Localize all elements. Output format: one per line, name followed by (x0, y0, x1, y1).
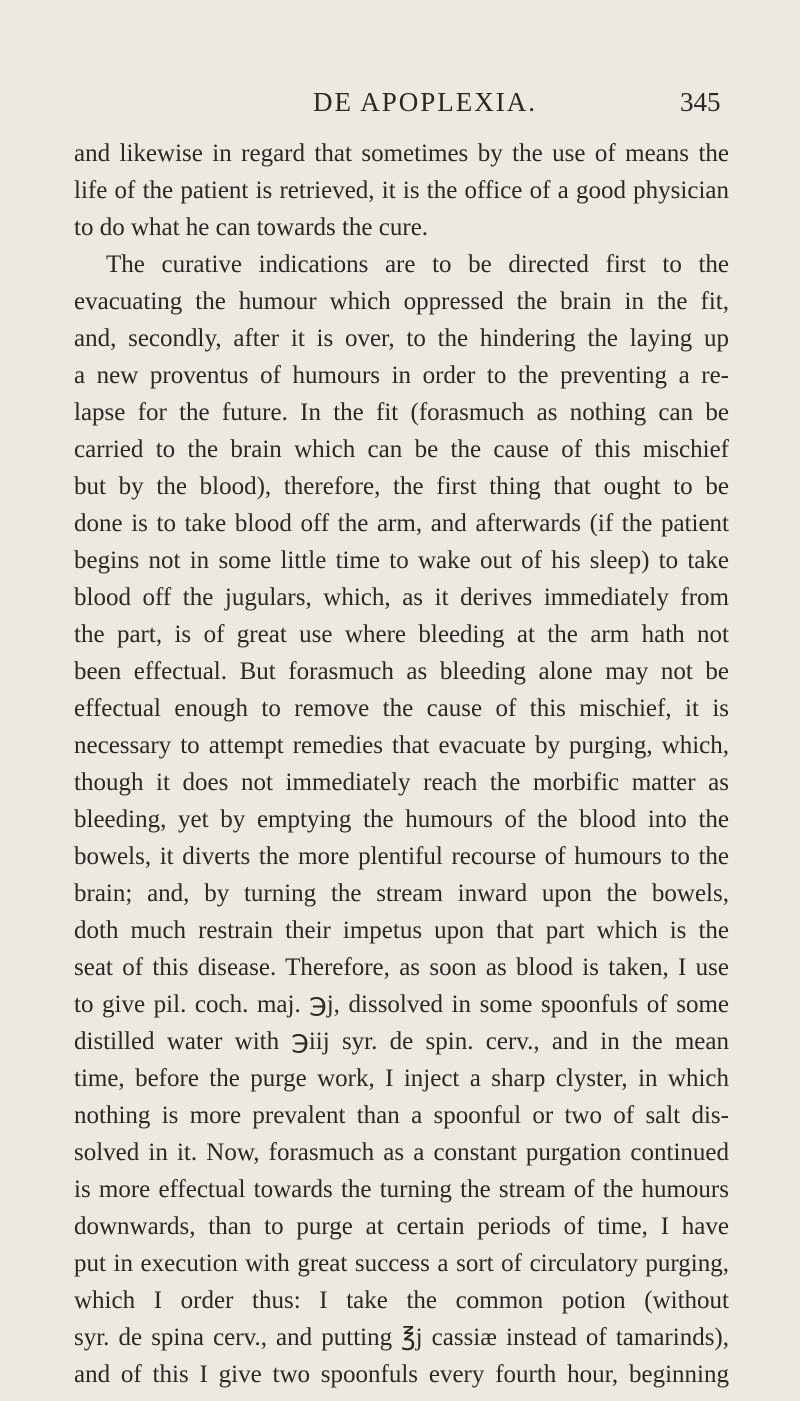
body-text (74, 135, 729, 1393)
text-line: necessary to attempt remedies that evacuate by purging, which, (74, 732, 729, 759)
text-line: carried to the brain which can be the cause of this mischief (74, 436, 729, 463)
text-line: the part, is of great use where bleeding at the arm hath not (74, 621, 729, 648)
text-line: evacuating the humour which oppressed the brain in the fit, (74, 288, 729, 315)
text-line: blood off the jugulars, which, as it derives immediately from (74, 584, 729, 611)
text-line: distilled water with ℈iij syr. de spin. cerv., and in the mean (74, 1028, 729, 1055)
text-line: a new proventus of humours in order to the preventing a re- (74, 362, 729, 389)
text-line: though it does not immediately reach the morbific matter as (74, 769, 729, 796)
text-line: The curative indications are to be directed first to the (106, 251, 729, 278)
text-line: and of this I give two spoonfuls every fourth hour, beginning (74, 1361, 729, 1388)
running-title: DE APOPLEXIA. (313, 87, 538, 117)
text-line: syr. de spina cerv., and putting ℥j cassiæ instead of tamarinds), (74, 1324, 729, 1351)
text-line: but by the blood), therefore, the first thing that ought to be (74, 473, 729, 500)
text-line: and likewise in regard that sometimes by the use of means the (74, 140, 729, 167)
text-line: to give pil. coch. maj. ℈j, dissolved in some spoonfuls of some (74, 991, 729, 1018)
text-line: been effectual. But forasmuch as bleeding alone may not be (74, 658, 729, 685)
text-line: to do what he can towards the cure. (74, 214, 429, 241)
text-line: solved in it. Now, forasmuch as a constant purgation continued (74, 1139, 729, 1166)
running-head (0, 82, 800, 122)
page-number: 345 (680, 87, 721, 117)
text-line: nothing is more prevalent than a spoonful or two of salt dis- (74, 1102, 729, 1129)
text-line: lapse for the future. In the fit (forasmuch as nothing can be (74, 399, 729, 426)
text-line: life of the patient is retrieved, it is the office of a good physician (74, 177, 729, 204)
text-line: which I order thus: I take the common potion (without (74, 1287, 729, 1314)
text-line: brain; and, by turning the stream inward upon the bowels, (74, 880, 729, 907)
text-line: bowels, it diverts the more plentiful recourse of humours to the (74, 843, 729, 870)
text-line: time, before the purge work, I inject a sharp clyster, in which (74, 1065, 729, 1092)
text-line: and, secondly, after it is over, to the hindering the laying up (74, 325, 729, 352)
text-line: bleeding, yet by emptying the humours of the blood into the (74, 806, 729, 833)
text-line: seat of this disease. Therefore, as soon as blood is taken, I use (74, 954, 729, 981)
text-line: is more effectual towards the turning the stream of the humours (74, 1176, 729, 1203)
text-line: begins not in some little time to wake out of his sleep) to take (74, 547, 729, 574)
text-line: put in execution with great success a sort of circulatory purging, (74, 1250, 729, 1277)
text-line: doth much restrain their impetus upon that part which is the (74, 917, 729, 944)
text-line: downwards, than to purge at certain periods of time, I have (74, 1213, 729, 1240)
text-line: effectual enough to remove the cause of this mischief, it is (74, 695, 729, 722)
text-line: done is to take blood off the arm, and afterwards (if the patient (74, 510, 729, 537)
